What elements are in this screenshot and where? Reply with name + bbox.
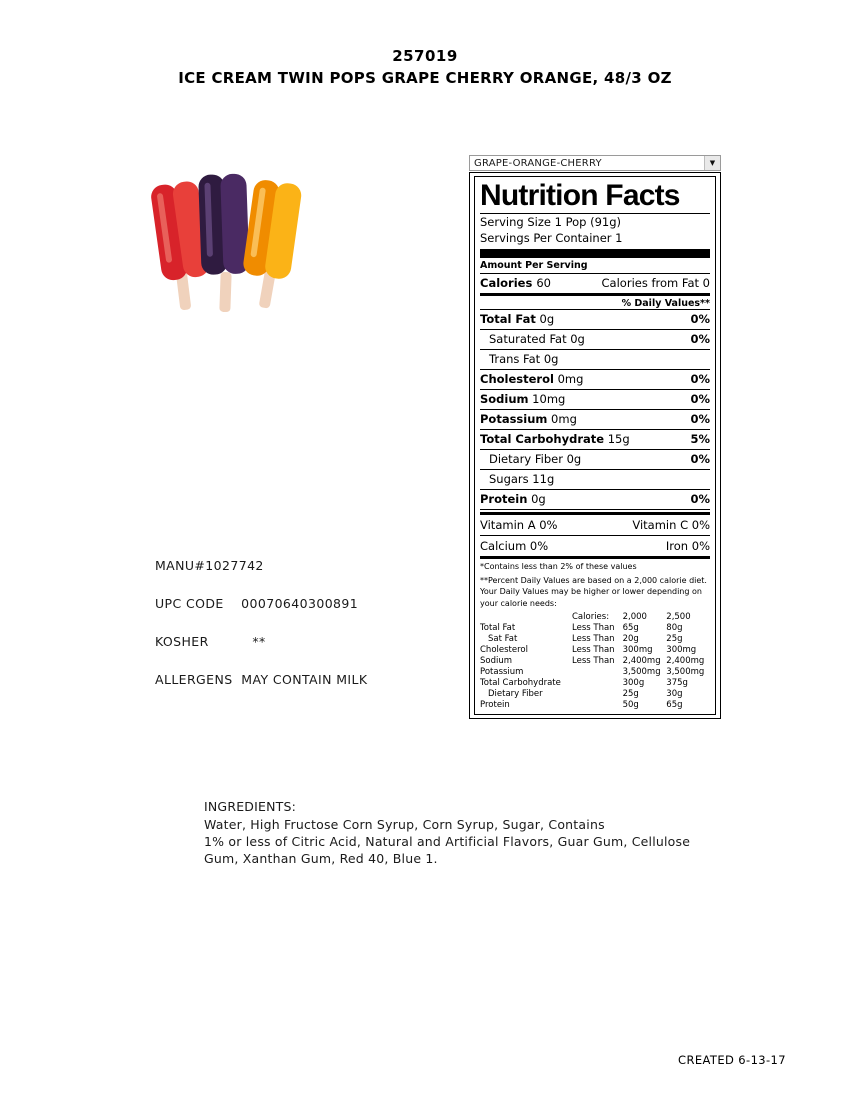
dv-table-header-cell: 2,000 — [622, 611, 647, 622]
nutrient-name: Saturated Fat 0g — [489, 332, 585, 346]
dv-table-cell: Cholesterol — [480, 644, 528, 655]
dv-table-row — [480, 644, 710, 655]
nutrient-value: 0g — [562, 452, 582, 466]
nutrient-value: 10mg — [528, 392, 566, 406]
dv-table-cell: 20g — [622, 633, 639, 644]
dv-table-cell: Total Carbohydrate — [480, 677, 561, 688]
product-info-block — [155, 558, 367, 710]
dv-table-cell: Potassium — [480, 666, 524, 677]
dv-table-cell: 300g — [622, 677, 645, 688]
ingredients-line-3: Gum, Xanthan Gum, Red 40, Blue 1. — [204, 851, 438, 866]
dv-table-row — [480, 655, 710, 666]
nutrient-value: 0g — [535, 312, 555, 326]
dv-table-cell: 65g — [622, 622, 639, 633]
item-number: 257019 — [392, 47, 458, 65]
nutrient-value: 0mg — [553, 372, 584, 386]
created-date: CREATED 6-13-17 — [678, 1053, 786, 1067]
calories-label: Calories 60 — [480, 276, 551, 290]
nutrition-facts-title: Nutrition Facts — [480, 179, 680, 212]
calories-from-fat: Calories from Fat 0 — [601, 276, 710, 290]
dv-table-header-cell — [480, 611, 572, 622]
dv-table-header-cell: Calories: — [572, 611, 610, 622]
nutrient-daily-value: 0% — [690, 372, 710, 386]
nutrient-row — [480, 370, 710, 389]
upc-code: UPC CODE 00070640300891 — [155, 596, 359, 611]
dv-table-header-row — [480, 611, 710, 622]
nutrient-value: 0mg — [547, 412, 577, 426]
dv-table-cell: Sat Fat — [488, 633, 518, 644]
dv-table-cell: 375g — [666, 677, 688, 688]
vitamin-left: Calcium 0% — [480, 539, 549, 553]
nutrient-daily-value: 0% — [690, 392, 710, 406]
dv-table-cell: Total Fat — [480, 622, 516, 633]
dv-table-cell: 65g — [666, 699, 683, 710]
nutrient-daily-value: 0% — [690, 312, 710, 326]
nutrient-row — [480, 350, 710, 369]
dv-table-header-cell: 2,500 — [666, 611, 691, 622]
nutrient-value: 15g — [604, 432, 630, 446]
flavor-select-value: GRAPE-ORANGE-CHERRY — [474, 157, 602, 169]
ingredients-line-1: Water, High Fructose Corn Syrup, Corn Syrup, Sugar, Contains — [204, 817, 605, 832]
dv-table-cell: 300mg — [666, 644, 697, 655]
vitamin-right: Vitamin C 0% — [632, 518, 710, 532]
dv-table-row — [480, 699, 710, 710]
dv-table-cell: 2,400mg — [622, 655, 661, 666]
grape-pop-icon — [198, 173, 249, 275]
daily-values-table — [480, 611, 710, 710]
orange-pop-icon — [242, 179, 303, 281]
vitamin-row — [480, 536, 710, 556]
dv-table-cell: 3,500mg — [622, 666, 661, 677]
dv-table-cell: Dietary Fiber — [488, 688, 543, 699]
nutrition-facts-inner — [474, 176, 716, 715]
amount-per-serving-label: Amount Per Serving — [480, 260, 588, 271]
dv-table-cell — [572, 699, 623, 710]
nutrient-name: Trans Fat 0g — [489, 352, 559, 366]
page-title: ICE CREAM TWIN POPS GRAPE CHERRY ORANGE, 48/3 OZ — [178, 69, 672, 87]
footnote-percent-daily: **Percent Daily Values are based on a 2,000 calorie diet. Your Daily Values may be higher or lower depending on your calorie needs: — [480, 575, 707, 608]
nutrient-daily-value: 0% — [690, 332, 710, 346]
dv-table-row — [480, 666, 710, 677]
dv-table-cell: 50g — [622, 699, 639, 710]
dv-table-row — [480, 677, 710, 688]
nutrient-row — [480, 330, 710, 349]
nutrient-row — [480, 410, 710, 429]
dv-table-cell: Protein — [480, 699, 510, 710]
ingredients-line-2: 1% or less of Citric Acid, Natural and Artificial Flavors, Guar Gum, Cellulose — [204, 834, 691, 849]
twin-pops-illustration — [138, 160, 348, 340]
nutrient-daily-value: 0% — [690, 452, 710, 466]
servings-per-container: Servings Per Container 1 — [480, 231, 623, 245]
serving-size: Serving Size 1 Pop (91g) — [480, 215, 622, 229]
nutrient-row — [480, 490, 710, 509]
allergens-info: ALLERGENS MAY CONTAIN MILK — [155, 672, 368, 687]
nutrient-name: Total Fat 0g — [480, 312, 555, 326]
nutrient-value: 0g — [527, 492, 546, 506]
nutrient-row — [480, 430, 710, 449]
document-header — [0, 45, 850, 89]
vitamin-left: Vitamin A 0% — [480, 518, 558, 532]
nutrient-value: 0g — [540, 352, 559, 366]
nutrient-value: 11g — [528, 472, 555, 486]
dv-table-cell: Less Than — [572, 633, 615, 644]
calories-row — [480, 274, 710, 293]
nutrient-daily-value: 0% — [690, 412, 710, 426]
flavor-select[interactable] — [469, 155, 721, 171]
dv-table-cell: 80g — [666, 622, 683, 633]
footnote-contains-less: *Contains less than 2% of these values — [480, 562, 637, 571]
dv-table-cell: 300mg — [622, 644, 653, 655]
ingredients-block — [204, 798, 744, 867]
dv-table-cell: 30g — [666, 688, 683, 699]
daily-values-header: % Daily Values** — [621, 298, 710, 309]
nutrient-daily-value: 0% — [690, 492, 710, 506]
nutrient-row — [480, 470, 710, 489]
dv-table-row — [480, 688, 710, 699]
dv-table-cell: Sodium — [480, 655, 513, 666]
dv-table-cell: Less Than — [572, 622, 615, 633]
vitamin-row — [480, 515, 710, 535]
product-image — [138, 160, 348, 340]
dv-table-row — [480, 622, 710, 633]
dv-table-cell: 25g — [666, 633, 683, 644]
dv-table-cell — [572, 666, 623, 677]
nutrient-name: Potassium 0mg — [480, 412, 577, 426]
nutrient-value: 0g — [566, 332, 585, 346]
chevron-down-icon[interactable]: ▼ — [704, 156, 720, 170]
nutrient-name: Dietary Fiber 0g — [489, 452, 582, 466]
dv-table-cell: 2,400mg — [666, 655, 705, 666]
calories-value: 60 — [536, 276, 551, 290]
nutrient-name: Sodium 10mg — [480, 392, 566, 406]
dv-table-cell: Less Than — [572, 644, 615, 655]
nutrient-name: Total Carbohydrate 15g — [480, 432, 630, 446]
nutrient-name: Protein 0g — [480, 492, 546, 506]
dv-table-cell: Less Than — [572, 655, 615, 666]
nutrient-row — [480, 390, 710, 409]
vitamin-right: Iron 0% — [665, 539, 710, 553]
dv-table-cell: 3,500mg — [666, 666, 705, 677]
dv-table-row — [480, 633, 710, 644]
dv-table-cell — [572, 688, 623, 699]
vitamin-rows — [480, 515, 710, 556]
manufacturer-number: MANU#1027742 — [155, 558, 264, 573]
dv-table-cell: 25g — [622, 688, 639, 699]
kosher-info: KOSHER ** — [155, 634, 266, 649]
nutrition-facts-panel — [469, 172, 721, 719]
nutrient-name: Sugars 11g — [489, 472, 555, 486]
divider-thick — [480, 249, 710, 258]
nutrient-rows — [480, 310, 710, 510]
nutrient-daily-value: 5% — [690, 432, 710, 446]
nutrient-row — [480, 450, 710, 469]
nutrient-name: Cholesterol 0mg — [480, 372, 584, 386]
ingredients-title: INGREDIENTS: — [204, 799, 297, 814]
dv-table-cell — [572, 677, 623, 688]
divider — [480, 509, 710, 510]
nutrient-row — [480, 310, 710, 329]
